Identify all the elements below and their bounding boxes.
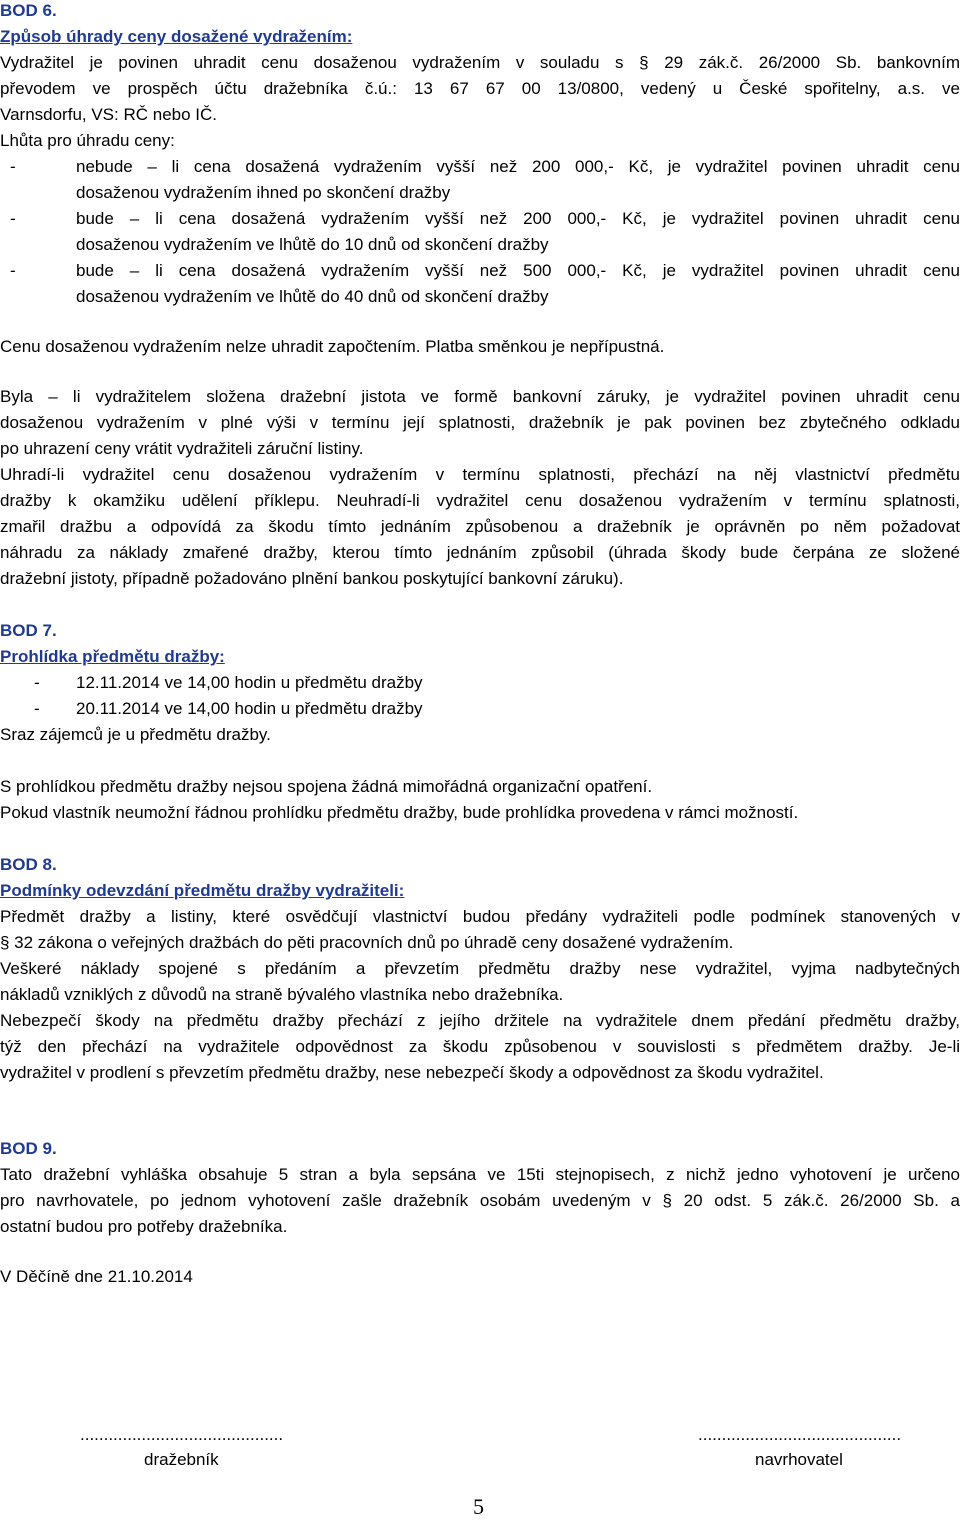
- paragraph-line: dražební jistoty, případně požadováno plnění bankou poskytující bankovní záruku).: [0, 569, 624, 588]
- bod7-section: [0, 618, 960, 748]
- bod9-section: [0, 1136, 960, 1240]
- bod7-notes: [0, 774, 960, 826]
- bod6-intro-line: Varnsdorfu, VS: RČ nebo IČ.: [0, 105, 218, 124]
- viewing-date-text: 12.11.2014 ve 14,00 hodin u předmětu dražby: [76, 673, 423, 692]
- paragraph-line: náhradu za náklady zmařené dražby, kterou tímto jednáním způsobil (úhrada škody bude čerpána ze složené: [0, 543, 960, 562]
- deadline-item: [0, 206, 960, 258]
- place-date-text: V Děčíně dne 21.10.2014: [0, 1267, 193, 1286]
- paragraph-line: S prohlídkou předmětu dražby nejsou spojena žádná mimořádná organizační opatření.: [0, 777, 653, 796]
- bod8-heading: BOD 8.: [0, 855, 57, 874]
- bod6-subheading: Způsob úhrady ceny dosažené vydražením:: [0, 27, 353, 46]
- meeting-point: Sraz zájemců je u předmětu dražby.: [0, 725, 271, 744]
- bod7-heading: BOD 7.: [0, 621, 57, 640]
- paragraph-line: Byla – li vydražitelem složena dražební jistota ve formě bankovní záruky, je vydražitel povinen uhradit cenu: [0, 387, 960, 406]
- item-text-continued: dosaženou vydražením ihned po skončení dražby: [76, 183, 451, 202]
- item-dash: -: [10, 209, 16, 228]
- viewing-date-text: 20.11.2014 ve 14,00 hodin u předmětu dražby: [76, 699, 423, 718]
- dražebník-signature-label: dražebník: [144, 1450, 219, 1469]
- deadline-item: [0, 258, 960, 310]
- navrhovatel-signature-label: navrhovatel: [755, 1450, 843, 1469]
- item-dash: -: [10, 157, 16, 176]
- paragraph-line: Předmět dražby a listiny, které osvědčují vlastnictví budou předány vydražiteli podle podmínek stanovených v: [0, 907, 960, 926]
- paragraph-line: § 32 zákona o veřejných dražbách do pěti pracovních dnů po úhradě ceny dosažené vydražením.: [0, 933, 734, 952]
- bod6-heading: BOD 6.: [0, 1, 57, 20]
- paragraph-line: Uhradí-li vydražitel cenu dosaženou vydražením v termínu splatnosti, přechází na něj vlastnictví předmětu: [0, 465, 960, 484]
- viewing-date-item: [0, 696, 960, 722]
- paragraph-line: dosaženou vydražením v plné výši v termínu její splatnosti, dražebník je pak povinen bez zbytečného odkladu: [0, 413, 960, 432]
- paragraph-line: Tato dražební vyhláška obsahuje 5 stran a byla sepsána ve 15ti stejnopisech, z nichž jedno vyhotovení je určeno: [0, 1165, 960, 1184]
- paragraph-line: dražby k okamžiku udělení příklepu. Neuhradí-li vydražitel cenu dosaženou vydražením v termínu splatnosti,: [0, 491, 960, 510]
- page-number: 5: [473, 1494, 484, 1519]
- item-text-continued: dosaženou vydražením ve lhůtě do 10 dnů od skončení dražby: [76, 235, 549, 254]
- paragraph-line: pro navrhovatele, po jednom vyhotovení zašle dražebník osobám uvedeným v § 20 odst. 5 zák.č. 26/2000 Sb. a: [0, 1191, 960, 1210]
- paragraph-line: Pokud vlastník neumožní řádnou prohlídku předmětu dražby, bude prohlídka provedena v rámci možností.: [0, 803, 799, 822]
- bod9-heading: BOD 9.: [0, 1139, 57, 1158]
- item-dash: -: [34, 673, 40, 692]
- bod6-section: [0, 0, 960, 310]
- bod6-intro-line: převodem ve prospěch účtu dražebníka č.ú.: 13 67 67 00 13/0800, vedený u České spořitelny, a.s. ve: [0, 79, 960, 98]
- item-text: bude – li cena dosažená vydražením vyšší než 200 000,- Kč, je vydražitel povinen uhradit cenu: [76, 209, 960, 228]
- guarantee-paragraph: [0, 384, 960, 592]
- deadline-item: [0, 154, 960, 206]
- item-text: nebude – li cena dosažená vydražením vyšší než 200 000,- Kč, je vydražitel povinen uhradit cenu: [76, 157, 960, 176]
- item-text-continued: dosaženou vydražením ve lhůtě do 40 dnů od skončení dražby: [76, 287, 549, 306]
- bod6-intro-line: Vydražitel je povinen uhradit cenu dosaženou vydražením v souladu s § 29 zák.č. 26/2000 Sb. bankovním: [0, 53, 960, 72]
- paragraph-line: po uhrazení ceny vrátit vydražiteli záruční listiny.: [0, 439, 364, 458]
- bod8-subheading: Podmínky odevzdání předmětu dražby vydražiteli:: [0, 881, 405, 900]
- paragraph-line: zmařil dražbu a odpovídá za škodu tímto jednáním způsobenou a dražebník je oprávněn po něm požadovat: [0, 517, 960, 536]
- payment-note-text: Cenu dosaženou vydražením nelze uhradit započtením. Platba směnkou je nepřípustná.: [0, 337, 665, 356]
- item-dash: -: [34, 699, 40, 718]
- paragraph-line: Nebezpečí škody na předmětu dražby přechází z jejího držitele na vydražitele dnem předání předmětu dražby,: [0, 1011, 960, 1030]
- payment-note: [0, 334, 960, 360]
- paragraph-line: nákladů vzniklých z důvodů na straně bývalého vlastníka nebo dražebníka.: [0, 985, 564, 1004]
- bod7-subheading: Prohlídka předmětu dražby:: [0, 647, 225, 666]
- paragraph-line: ostatní budou pro potřeby dražebníka.: [0, 1217, 288, 1236]
- item-dash: -: [10, 261, 16, 280]
- navrhovatel-signature-line: ...........................................: [698, 1425, 902, 1444]
- viewing-date-item: [0, 670, 960, 696]
- paragraph-line: Veškeré náklady spojené s předáním a převzetím předmětu dražby nese vydražitel, vyjma nadbytečných: [0, 959, 960, 978]
- item-text: bude – li cena dosažená vydražením vyšší než 500 000,- Kč, je vydražitel povinen uhradit cenu: [76, 261, 960, 280]
- place-date: [0, 1264, 960, 1290]
- paragraph-line: týž den přechází na vydražitele odpovědnost za škodu způsobenou v souvislosti s předmětem dražby. Je-li: [0, 1037, 960, 1056]
- dražebník-signature-line: ...........................................: [80, 1425, 284, 1444]
- bod8-section: [0, 852, 960, 1086]
- deadline-label: Lhůta pro úhradu ceny:: [0, 131, 175, 150]
- paragraph-line: vydražitel v prodlení s převzetím předmětu dražby, nese nebezpečí škody a odpovědnost za škodu vydražitel.: [0, 1063, 824, 1082]
